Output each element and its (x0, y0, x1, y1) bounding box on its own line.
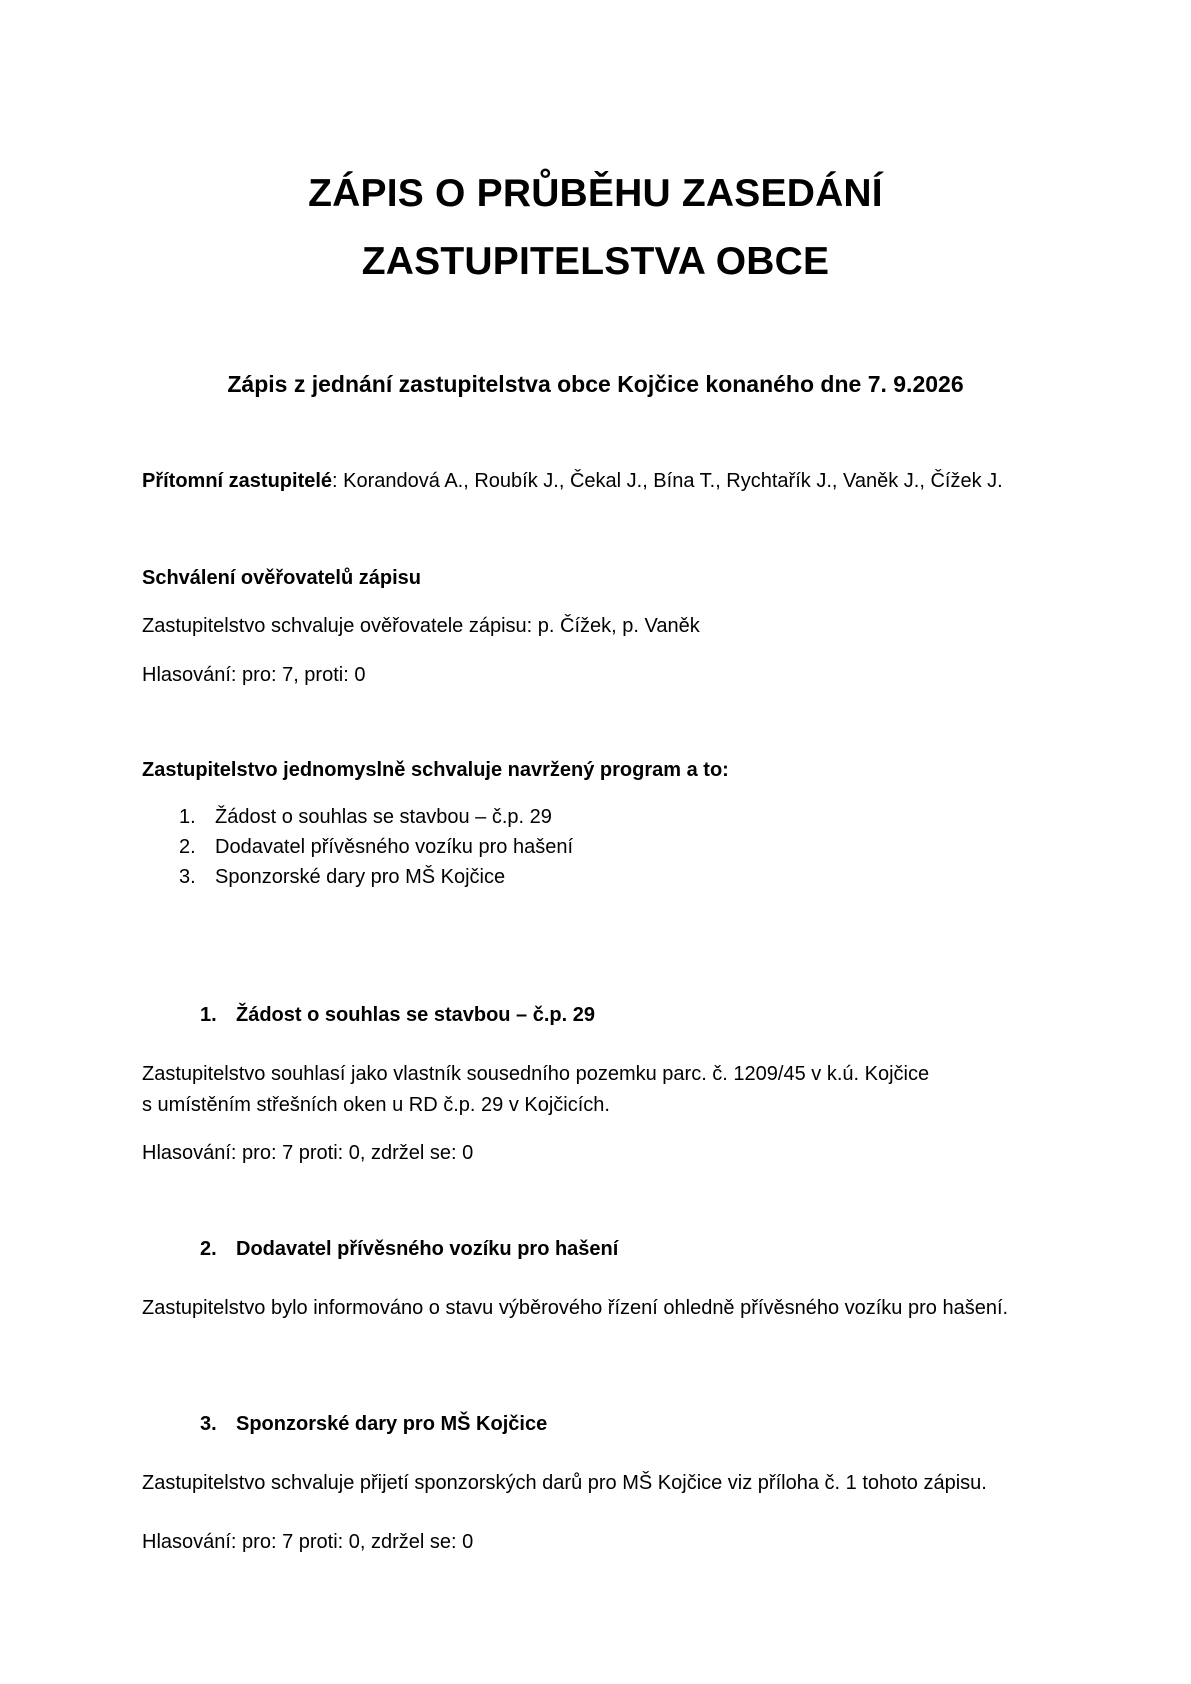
section-heading: Sponzorské dary pro MŠ Kojčice (236, 1413, 548, 1435)
section-heading: Dodavatel přívěsného vozíku pro hašení (236, 1238, 619, 1260)
program-item-number: 2. (179, 836, 196, 858)
document-title-line2: ZASTUPITELSTVA OBCE (361, 240, 830, 283)
section-heading: Žádost o souhlas se stavbou – č.p. 29 (236, 1004, 595, 1026)
program-item: Dodavatel přívěsného vozíku pro hašení (215, 836, 573, 858)
verifiers-text: Zastupitelstvo schvaluje ověřovatele zápisu: p. Čížek, p. Vaněk (142, 615, 700, 637)
section-text-line: Zastupitelstvo schvaluje přijetí sponzorských darů pro MŠ Kojčice viz příloha č. 1 tohoto zápisu. (142, 1472, 987, 1494)
verifiers-heading: Schválení ověřovatelů zápisu (142, 567, 421, 589)
document-subtitle: Zápis z jednání zastupitelstva obce Kojčice konaného dne 7. 9.2026 (227, 371, 964, 397)
section-number: 3. (200, 1413, 217, 1435)
present-members (142, 470, 1003, 493)
document-title-line1: ZÁPIS O PRŮBĚHU ZASEDÁNÍ (308, 172, 883, 215)
section-vote: Hlasování: pro: 7 proti: 0, zdržel se: 0 (142, 1142, 474, 1164)
section-number: 1. (200, 1004, 217, 1026)
verifiers-vote: Hlasování: pro: 7, proti: 0 (142, 664, 366, 686)
program-item: Sponzorské dary pro MŠ Kojčice (215, 866, 506, 888)
program-item-number: 1. (179, 806, 196, 828)
section-text-line: Zastupitelstvo bylo informováno o stavu výběrového řízení ohledně přívěsného vozíku pro hašení. (142, 1297, 1009, 1319)
present-label: Přítomní zastupitelé (142, 470, 333, 492)
section-text-line: s umístěním střešních oken u RD č.p. 29 v Kojčicích. (142, 1094, 610, 1116)
program-item: Žádost o souhlas se stavbou – č.p. 29 (215, 806, 552, 828)
present-list: : Korandová A., Roubík J., Čekal J., Bína T., Rychtařík J., Vaněk J., Čížek J. (332, 470, 1003, 492)
program-heading: Zastupitelstvo jednomyslně schvaluje navržený program a to: (142, 759, 729, 781)
section-text-line: Zastupitelstvo souhlasí jako vlastník sousedního pozemku parc. č. 1209/45 v k.ú. Kojčice (142, 1063, 930, 1085)
section-vote: Hlasování: pro: 7 proti: 0, zdržel se: 0 (142, 1531, 474, 1553)
section-number: 2. (200, 1238, 217, 1260)
program-item-number: 3. (179, 866, 196, 888)
